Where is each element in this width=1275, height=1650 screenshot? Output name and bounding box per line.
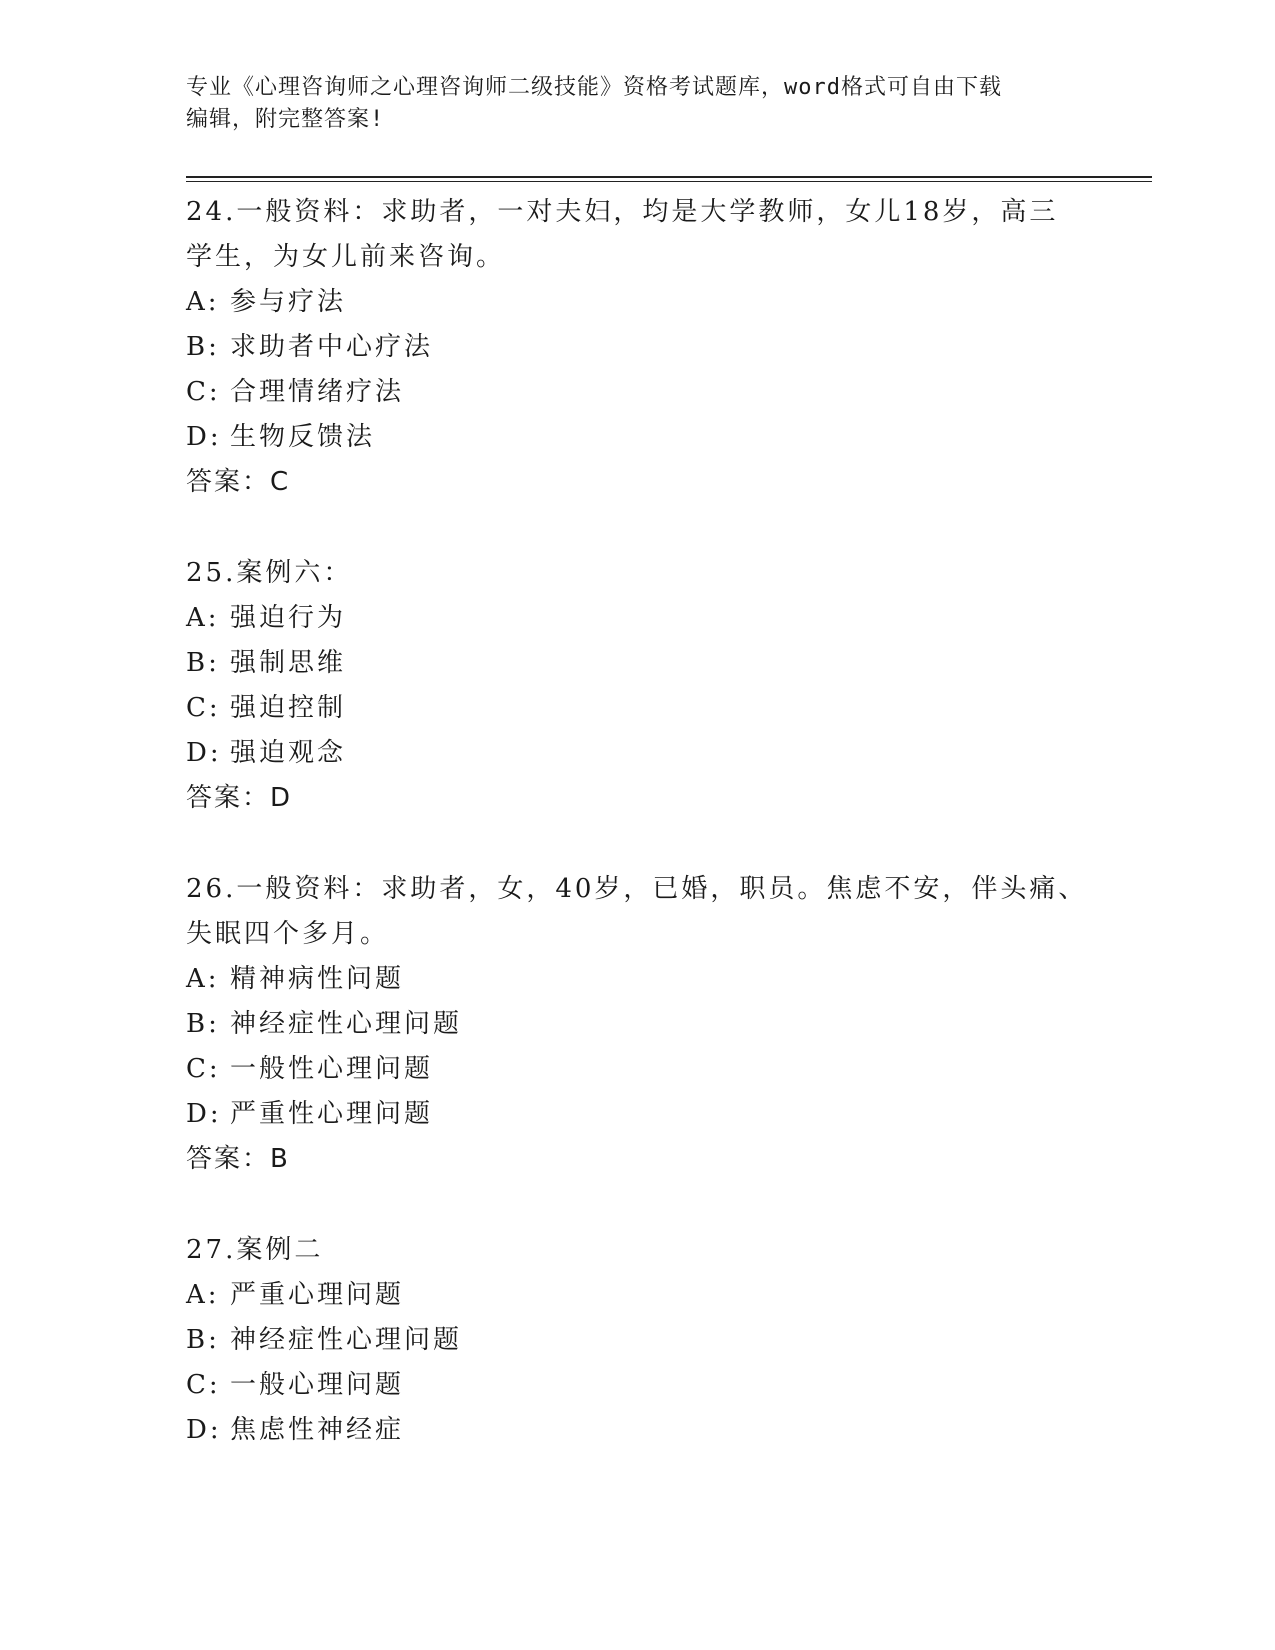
header-line-2: 编辑，附完整答案! [186,107,385,132]
answer-option [186,1363,1086,1408]
answer-option [186,1318,1086,1363]
answer-option [186,1408,1086,1453]
option-text: 严重性心理问题 [230,1099,434,1129]
option-letter: A: [186,603,220,633]
option-letter: D: [186,1099,222,1129]
option-text: 强迫行为 [230,603,347,633]
header-divider-thick [186,176,1152,178]
option-letter: A: [186,287,220,317]
option-text: 焦虑性神经症 [230,1415,405,1445]
answer-option [186,1002,1086,1047]
option-letter: C: [186,1054,221,1084]
answer-key: 答案：B [186,1144,290,1174]
answer-option [186,641,1086,686]
option-letter: A: [186,964,220,994]
option-text: 一般心理问题 [230,1370,405,1400]
option-text: 神经症性心理问题 [230,1009,463,1039]
option-text: 强制思维 [230,648,347,678]
answer-option [186,280,1086,325]
option-letter: B: [186,332,220,362]
option-letter: D: [186,738,222,768]
option-text: 生物反馈法 [230,422,376,452]
option-letter: C: [186,693,221,723]
answer-option [186,686,1086,731]
option-letter: C: [186,1370,221,1400]
answer-option [186,325,1086,370]
option-letter: D: [186,1415,222,1445]
answer-option [186,596,1086,641]
question-stem-line: 学生，为女儿前来咨询。 [186,242,506,272]
document-header [186,72,1066,136]
option-text: 强迫观念 [230,738,347,768]
answer-key: 答案：D [186,783,293,813]
header-line-1: 专业《心理咨询师之心理咨询师二级技能》资格考试题库，word格式可自由下载 [186,75,1002,100]
option-text: 合理情绪疗法 [230,377,405,407]
answer-option [186,1092,1086,1137]
option-text: 神经症性心理问题 [230,1325,463,1355]
question-stem-line: 失眠四个多月。 [186,919,390,949]
answer-key: 答案：C [186,467,291,497]
option-letter: D: [186,422,222,452]
option-text: 一般性心理问题 [230,1054,434,1084]
option-letter: C: [186,377,221,407]
option-text: 参与疗法 [230,287,347,317]
option-text: 严重心理问题 [230,1280,405,1310]
option-letter: B: [186,1325,220,1355]
question-list [186,190,1086,1499]
answer-option [186,415,1086,460]
answer-option [186,957,1086,1002]
option-text: 强迫控制 [230,693,347,723]
question-block [186,551,1086,821]
question-stem-line: 25.案例六： [186,558,353,588]
question-block [186,190,1086,505]
option-letter: B: [186,648,220,678]
answer-option [186,731,1086,776]
answer-option [186,1047,1086,1092]
question-stem-line: 27.案例二 [186,1235,324,1265]
question-stem-line: 24.一般资料：求助者，一对夫妇，均是大学教师，女儿18岁，高三 [186,197,1059,227]
question-block [186,867,1086,1182]
option-text: 求助者中心疗法 [230,332,434,362]
answer-option [186,370,1086,415]
option-letter: B: [186,1009,220,1039]
header-divider-thin [186,181,1152,182]
question-stem-line: 26.一般资料：求助者，女，40岁，已婚，职员。焦虑不安，伴头痛、 [186,874,1088,904]
question-block [186,1228,1086,1453]
answer-option [186,1273,1086,1318]
option-text: 精神病性问题 [230,964,405,994]
option-letter: A: [186,1280,220,1310]
